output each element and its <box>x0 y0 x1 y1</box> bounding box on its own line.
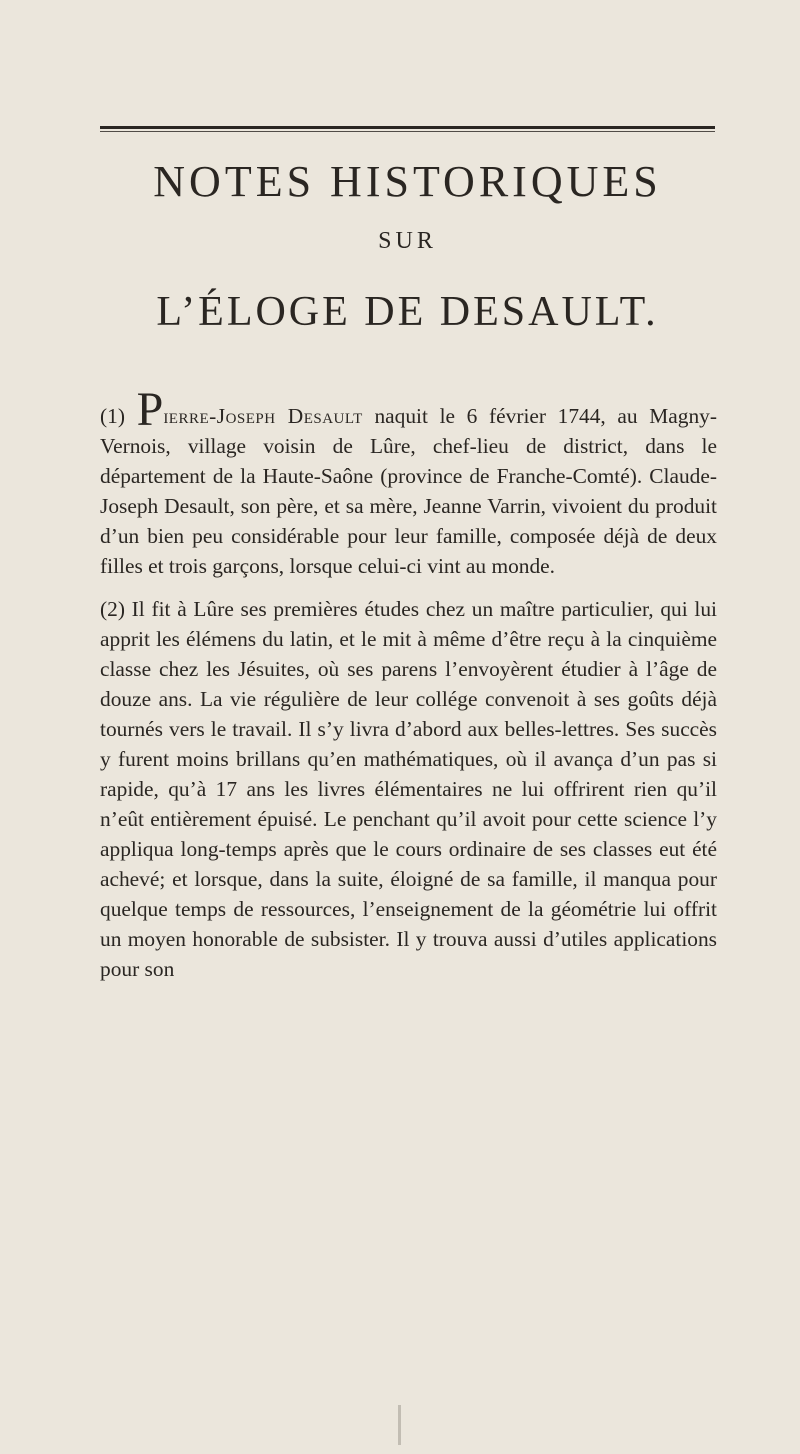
paragraph-2 <box>100 594 717 984</box>
page-subtitle: L’ÉLOGE DE DESAULT. <box>156 289 659 335</box>
paragraph-2-text: Il fit à Lûre ses premières études chez un maître particulier, qui lui apprit les élémens du latin, et le mit à même d’être reçu à la cinquième classe chez les Jésuites, où ses parens l’envoyèrent étudier à l’âge de douze ans. La vie régulière de leur collége convenoit à ses goûts déjà tournés vers le travail. Il s’y livra d’abord aux belles-lettres. Ses succès y furent moins brillans qu’en mathématiques, où il avança d’un pas si rapide, qu’à 17 ans les livres élémentaires ne lui offrirent rien qu’il n’eût entièrement épuisé. Le penchant qu’il avoit pour cette science l’y appliqua long-temps après que le cours ordinaire de ses classes eut été achevé; et lorsque, dans la suite, éloigné de sa famille, il manqua pour quelque temps de ressources, l’enseignement de la géométrie lui offrit un moyen honorable de subsister. Il y trouva aussi d’utiles applications pour son <box>100 597 717 981</box>
print-smudge-mark <box>398 1405 401 1445</box>
note-number-2: (2) <box>100 597 125 621</box>
author-name-smallcaps: ierre-Joseph Desault <box>163 404 363 428</box>
page-title: NOTES HISTORIQUES <box>153 157 662 206</box>
header-rule-thick <box>100 126 715 129</box>
note-number-1: (1) <box>100 404 125 428</box>
title-connector: SUR <box>378 228 437 254</box>
body-text <box>100 383 717 997</box>
paragraph-1 <box>100 383 717 581</box>
paragraph-1-text: naquit le 6 février 1744, au Magny-Vernois, village voisin de Lûre, chef-lieu de district, dans le département de la Haute-Saône (province de Franche-Comté). Claude-Joseph Desault, son père, et sa mère, Jeanne Varrin, vivoient du produit d’un bien peu considérable pour leur famille, composée déjà de deux filles et trois garçons, lorsque celui-ci vint au monde. <box>100 404 717 578</box>
header-rule-thin <box>100 131 715 132</box>
drop-cap-letter: P <box>136 383 164 436</box>
